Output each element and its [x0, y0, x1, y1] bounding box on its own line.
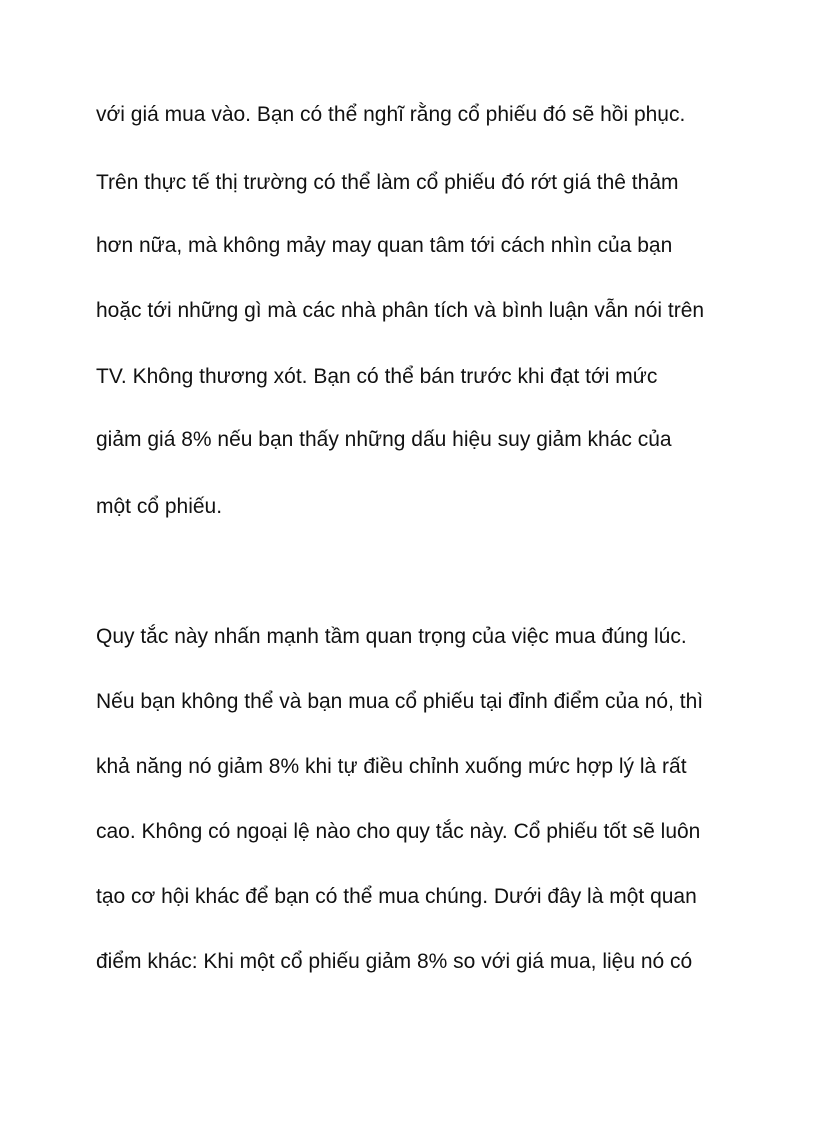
text-line: Quy tắc này nhấn mạnh tầm quan trọng của việc mua đúng lúc.	[96, 625, 687, 648]
text-line: tạo cơ hội khác để bạn có thể mua chúng. Dưới đây là một quan	[96, 885, 697, 908]
text-line: TV. Không thương xót. Bạn có thể bán trước khi đạt tới mức	[96, 365, 658, 388]
text-line: Trên thực tế thị trường có thể làm cổ phiếu đó rớt giá thê thảm	[96, 171, 679, 194]
text-line: hoặc tới những gì mà các nhà phân tích và bình luận vẫn nói trên	[96, 299, 705, 322]
text-line: điểm khác: Khi một cổ phiếu giảm 8% so với giá mua, liệu nó có	[96, 950, 693, 973]
text-line: cao. Không có ngoại lệ nào cho quy tắc này. Cổ phiếu tốt sẽ luôn	[96, 820, 701, 843]
text-line: với giá mua vào. Bạn có thể nghĩ rằng cổ phiếu đó sẽ hồi phục.	[96, 103, 686, 126]
text-line: Nếu bạn không thể và bạn mua cổ phiếu tại đỉnh điểm của nó, thì	[96, 690, 704, 713]
text-line: giảm giá 8% nếu bạn thấy những dấu hiệu suy giảm khác của	[96, 428, 672, 451]
text-line: khả năng nó giảm 8% khi tự điều chỉnh xuống mức hợp lý là rất	[96, 755, 687, 778]
text-line: hơn nữa, mà không mảy may quan tâm tới cách nhìn của bạn	[96, 234, 673, 257]
text-line: một cổ phiếu.	[96, 495, 223, 518]
